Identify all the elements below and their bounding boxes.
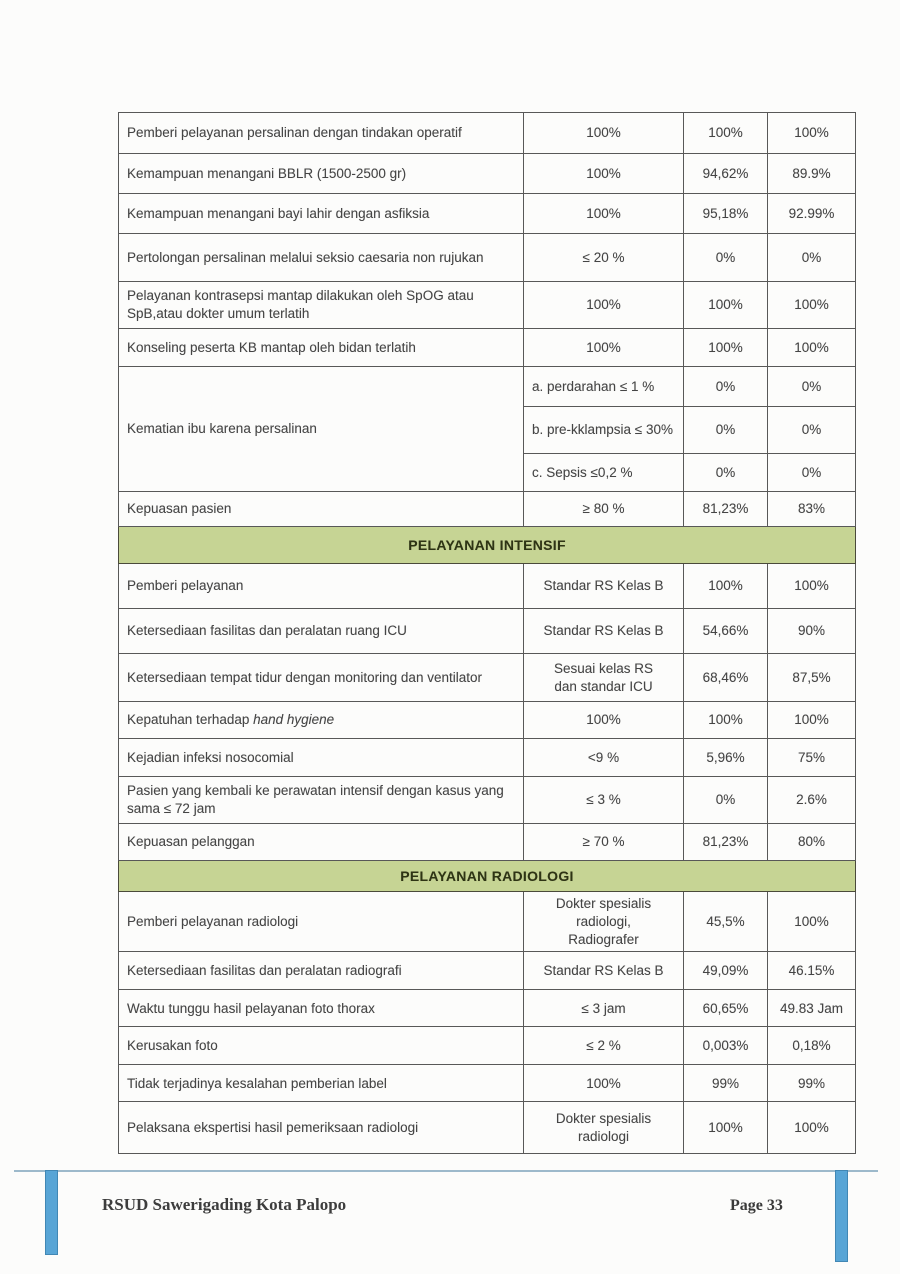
value-a-cell: 0% (684, 454, 768, 492)
value-b-cell: 0% (768, 234, 856, 282)
section-header-intensif: PELAYANAN INTENSIF (119, 527, 856, 564)
value-a-cell: 0% (684, 777, 768, 824)
value-b-cell: 100% (768, 564, 856, 609)
target-cell (524, 654, 684, 702)
value-a-cell: 0% (684, 407, 768, 454)
value-a-cell: 54,66% (684, 609, 768, 654)
indicator-cell: Pelayanan kontrasepsi mantap dilakukan oleh SpOG atau SpB,atau dokter umum terlatih (119, 282, 524, 329)
target-cell: Standar RS Kelas B (524, 952, 684, 990)
value-b-cell: 80% (768, 824, 856, 861)
table-row (119, 282, 856, 329)
value-b-cell: 0% (768, 454, 856, 492)
target-cell: ≥ 70 % (524, 824, 684, 861)
value-b-cell: 0% (768, 407, 856, 454)
indicator-cell: Kematian ibu karena persalinan (119, 367, 524, 492)
value-a-cell: 100% (684, 1102, 768, 1154)
target-cell: ≤ 2 % (524, 1027, 684, 1065)
value-a-cell: 95,18% (684, 194, 768, 234)
target-line: Sesuai kelas RS (553, 660, 654, 676)
table-row (119, 892, 856, 952)
spm-indicator-table (118, 112, 856, 1154)
value-b-cell: 75% (768, 739, 856, 777)
value-a-cell: 5,96% (684, 739, 768, 777)
target-cell: ≤ 3 jam (524, 990, 684, 1027)
table-row (119, 990, 856, 1027)
value-a-cell: 81,23% (684, 824, 768, 861)
indicator-cell: Pemberi pelayanan (119, 564, 524, 609)
table-row (119, 609, 856, 654)
target-cell: 100% (524, 329, 684, 367)
target-line: dan standar ICU (554, 678, 653, 694)
value-a-cell: 94,62% (684, 154, 768, 194)
table-row (119, 824, 856, 861)
indicator-cell: Waktu tunggu hasil pelayanan foto thorax (119, 990, 524, 1027)
indicator-cell: Kemampuan menangani BBLR (1500-2500 gr) (119, 154, 524, 194)
section-header-row (119, 527, 856, 564)
value-b-cell: 83% (768, 492, 856, 527)
indicator-cell: Pasien yang kembali ke perawatan intensif dengan kasus yang sama ≤ 72 jam (119, 777, 524, 824)
indicator-cell: Pemberi pelayanan persalinan dengan tindakan operatif (119, 113, 524, 154)
target-cell: <9 % (524, 739, 684, 777)
left-accent-bar (45, 1170, 58, 1255)
indicator-cell: Tidak terjadinya kesalahan pemberian label (119, 1065, 524, 1102)
target-cell: Standar RS Kelas B (524, 609, 684, 654)
value-a-cell: 0% (684, 367, 768, 407)
value-b-cell: 99% (768, 1065, 856, 1102)
value-b-cell: 0% (768, 367, 856, 407)
indicator-cell: Kemampuan menangani bayi lahir dengan asfiksia (119, 194, 524, 234)
target-cell: ≤ 20 % (524, 234, 684, 282)
value-b-cell: 92.99% (768, 194, 856, 234)
value-b-cell: 100% (768, 702, 856, 739)
target-cell: 100% (524, 1065, 684, 1102)
value-a-cell: 100% (684, 329, 768, 367)
target-cell: b. pre-kklampsia ≤ 30% (524, 407, 684, 454)
value-b-cell: 89.9% (768, 154, 856, 194)
value-a-cell: 49,09% (684, 952, 768, 990)
target-cell: 100% (524, 282, 684, 329)
target-line: Dokter spesialis (555, 896, 652, 911)
indicator-cell: Ketersediaan fasilitas dan peralatan radiografi (119, 952, 524, 990)
target-cell: a. perdarahan ≤ 1 % (524, 367, 684, 407)
target-cell: ≤ 3 % (524, 777, 684, 824)
target-cell: c. Sepsis ≤0,2 % (524, 454, 684, 492)
target-line: radiologi (577, 1128, 630, 1144)
table-row (119, 194, 856, 234)
indicator-cell: Kejadian infeksi nosocomial (119, 739, 524, 777)
table-row (119, 952, 856, 990)
value-a-cell: 81,23% (684, 492, 768, 527)
table-row (119, 702, 856, 739)
target-cell: ≥ 80 % (524, 492, 684, 527)
table-row (119, 1102, 856, 1154)
value-b-cell: 0,18% (768, 1027, 856, 1065)
value-b-cell: 87,5% (768, 654, 856, 702)
value-a-cell: 68,46% (684, 654, 768, 702)
value-b-cell: 2.6% (768, 777, 856, 824)
table-row (119, 739, 856, 777)
value-a-cell: 100% (684, 702, 768, 739)
value-b-cell: 100% (768, 113, 856, 154)
table-row (119, 492, 856, 527)
table-row (119, 113, 856, 154)
table-row (119, 329, 856, 367)
value-b-cell: 46.15% (768, 952, 856, 990)
target-line: Dokter spesialis (555, 1111, 652, 1127)
table-row (119, 777, 856, 824)
target-line: Radiografer (568, 931, 639, 947)
value-b-cell: 100% (768, 282, 856, 329)
target-cell (524, 892, 684, 952)
indicator-cell: Ketersediaan fasilitas dan peralatan ruang ICU (119, 609, 524, 654)
value-a-cell: 45,5% (684, 892, 768, 952)
indicator-cell: Ketersediaan tempat tidur dengan monitoring dan ventilator (119, 654, 524, 702)
indicator-cell: Pemberi pelayanan radiologi (119, 892, 524, 952)
section-header-radiologi: PELAYANAN RADIOLOGI (119, 861, 856, 892)
value-b-cell: 49.83 Jam (768, 990, 856, 1027)
indicator-cell: Pelaksana ekspertisi hasil pemeriksaan radiologi (119, 1102, 524, 1154)
indicator-cell: Konseling peserta KB mantap oleh bidan terlatih (119, 329, 524, 367)
value-b-cell: 100% (768, 892, 856, 952)
table-row (119, 234, 856, 282)
table-row (119, 1027, 856, 1065)
value-a-cell: 100% (684, 113, 768, 154)
target-cell: Standar RS Kelas B (524, 564, 684, 609)
value-b-cell: 100% (768, 1102, 856, 1154)
indicator-cell: Pertolongan persalinan melalui seksio caesaria non rujukan (119, 234, 524, 282)
table-row (119, 154, 856, 194)
footer-page-number: Page 33 (730, 1197, 783, 1214)
value-a-cell: 60,65% (684, 990, 768, 1027)
target-line: radiologi, (576, 913, 631, 929)
value-a-cell: 99% (684, 1065, 768, 1102)
indicator-cell: Kepuasan pelanggan (119, 824, 524, 861)
target-cell: 100% (524, 194, 684, 234)
table-row (119, 564, 856, 609)
target-cell (524, 1102, 684, 1154)
value-b-cell: 100% (768, 329, 856, 367)
section-header-row (119, 861, 856, 892)
value-a-cell: 0% (684, 234, 768, 282)
target-cell: 100% (524, 113, 684, 154)
indicator-cell: Kerusakan foto (119, 1027, 524, 1065)
table-row (119, 654, 856, 702)
footer-hospital-name: RSUD Sawerigading Kota Palopo (102, 1195, 347, 1214)
table-row (119, 1065, 856, 1102)
indicator-cell (119, 702, 524, 739)
value-a-cell: 100% (684, 282, 768, 329)
value-b-cell: 90% (768, 609, 856, 654)
indicator-italic-term: hand hygiene (253, 712, 335, 728)
table-row (119, 367, 856, 407)
indicator-cell: Kepuasan pasien (119, 492, 524, 527)
value-a-cell: 0,003% (684, 1027, 768, 1065)
value-a-cell: 100% (684, 564, 768, 609)
right-accent-bar (835, 1170, 848, 1262)
footer-divider-line (14, 1170, 878, 1172)
indicator-text: Kepatuhan terhadap (127, 712, 254, 728)
target-cell: 100% (524, 154, 684, 194)
target-cell: 100% (524, 702, 684, 739)
